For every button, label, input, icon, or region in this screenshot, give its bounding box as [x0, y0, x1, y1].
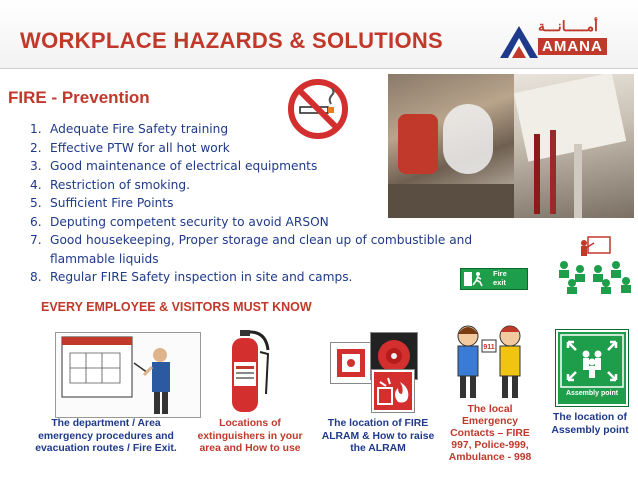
list-item: 5. Sufficient Fire Points — [30, 196, 174, 210]
assembly-sign-label: Assembly point — [565, 390, 619, 397]
logo-triangle-icon — [500, 20, 538, 60]
list-item: 7. Good housekeeping, Proper storage and clean up of combustible and flammable liquids — [30, 233, 473, 266]
running-man-icon — [463, 271, 487, 287]
logo-english-text: AMANA — [538, 38, 607, 55]
fire-alarm-sign — [372, 370, 414, 412]
page-title: WORKPLACE HAZARDS & SOLUTIONS — [20, 28, 444, 53]
prevention-list — [30, 120, 510, 287]
caption-extinguishers: Locations of extinguishers in your area and How to use — [197, 418, 303, 454]
list-item: 6. Deputing competent security to avoid ARSON — [30, 214, 329, 229]
amana-logo — [500, 18, 634, 62]
assembly-point-sign — [556, 330, 628, 406]
caption-emergency-contacts: The local Emergency Contacts – FIRE 997, Police-999, Ambulance - 998 — [448, 404, 532, 463]
caption-evacuation: The department / Area emergency procedures and evacuation routes / Fire Exit. — [35, 418, 177, 454]
evacuation-plan-icon — [56, 333, 200, 417]
evacuation-plan-image — [55, 332, 201, 418]
call-point-icon — [331, 343, 371, 383]
fire-extinguisher-icon — [220, 322, 276, 416]
assembly-point-icon — [558, 332, 626, 390]
phone-number-label: 911 — [483, 344, 495, 351]
logo-arabic-text: أمـــــانـــة — [538, 18, 598, 34]
must-know-heading: EVERY EMPLOYEE & VISITORS MUST KNOW — [41, 300, 312, 314]
caption-assembly-point: The location of Assembly point — [551, 412, 629, 436]
section-title: FIRE - Prevention — [8, 88, 150, 107]
fire-alarm-sign-icon — [374, 372, 412, 410]
alarm-callpoint-image — [330, 342, 372, 384]
fire-exit-sign: Fire exit — [460, 268, 528, 290]
training-classroom-icon — [554, 235, 634, 295]
list-item: 3. Good maintenance of electrical equipments — [30, 159, 318, 173]
emergency-contacts-cartoon-icon — [444, 322, 536, 402]
caption-fire-alarm: The location of FIRE ALRAM & How to raise the ALRAM — [321, 418, 435, 454]
list-item: 2. Effective PTW for all hot work — [30, 140, 230, 155]
list-item: 4. Restriction of smoking. — [30, 177, 190, 192]
fire-damage-photo-right — [514, 74, 634, 218]
list-item: 1. Adequate Fire Safety training — [30, 122, 229, 136]
list-item: 8. Regular FIRE Safety inspection in site and camps. — [30, 270, 353, 284]
